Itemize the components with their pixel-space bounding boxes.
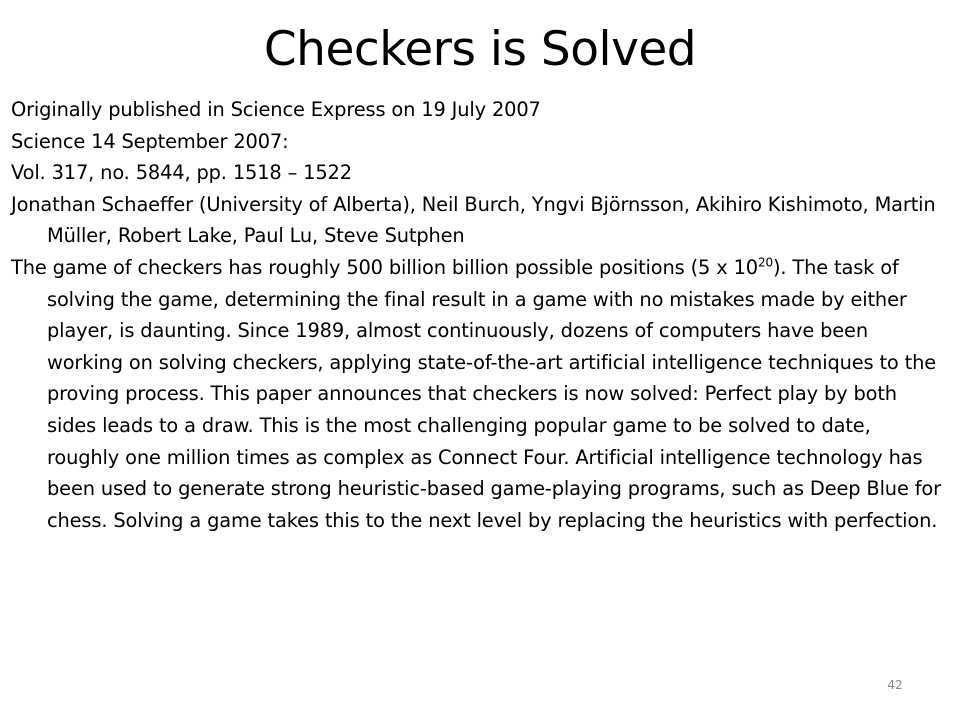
journal-issue-line: Science 14 September 2007: <box>11 129 289 153</box>
authors-line: Jonathan Schaeffer (University of Alberta), Neil Burch, Yngvi Björnsson, Akihiro Kishimoto, Martin Müller, Robert Lake, Paul Lu, Steve Sutphen <box>11 192 936 248</box>
publication-line: Originally published in Science Express on 19 July 2007 <box>11 98 541 121</box>
page-number: 42 <box>887 678 903 692</box>
abstract-text-before: The game of checkers has roughly 500 billion billion possible positions (5 x 10 <box>11 255 758 279</box>
slide-content <box>11 94 941 536</box>
volume-pages-line: Vol. 317, no. 5844, pp. 1518 – 1522 <box>11 161 352 185</box>
slide-title: Checkers is Solved <box>263 22 697 77</box>
abstract-text-after: ). The task of solving the game, determining the final result in a game with no mistakes made by either player, is daunting. Since 1989, almost continuously, dozens of computers have been working on solving checkers, applying state-of-the-art artificial intelligence techniques to the proving process. This paper announces that checkers is now solved: Perfect play by both sides leads to a draw. This is the most challenging popular game to be solved to date, roughly one million times as complex as Connect Four. Artificial intelligence technology has been used to generate strong heuristic-based game-playing programs, such as Deep Blue for chess. Solving a game takes this to the next level by replacing the heuristics with perfection. <box>47 255 941 532</box>
abstract-exponent: 20 <box>757 255 773 270</box>
abstract-paragraph <box>11 252 941 536</box>
